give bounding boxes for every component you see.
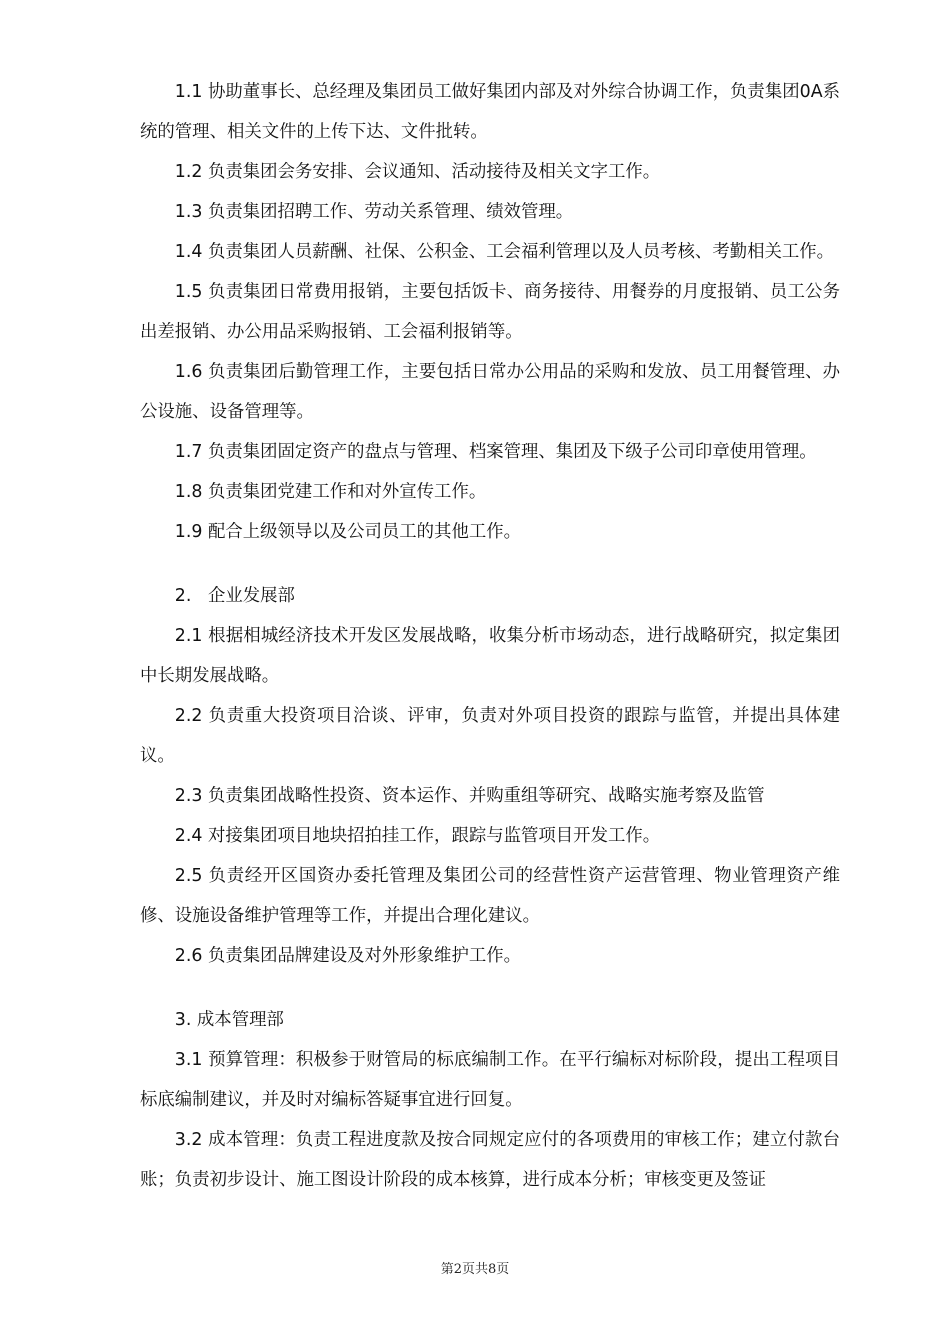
item-2-1: 2.1 根据相城经济技术开发区发展战略，收集分析市场动态，进行战略研究，拟定集团中长期发展战略。 <box>140 626 840 686</box>
item-1-3: 1.3 负责集团招聘工作、劳动关系管理、绩效管理。 <box>174 202 574 222</box>
item-1-7: 1.7 负责集团固定资产的盘点与管理、档案管理、集团及下级子公司印章使用管理。 <box>174 442 817 462</box>
page-number: 第2页共8页 <box>440 1262 510 1277</box>
section-gap <box>140 552 840 576</box>
item-3-1: 3.1 预算管理：积极参于财管局的标底编制工作。在平行编标对标阶段，提出工程项目标底编制建议，并及时对编标答疑事宜进行回复。 <box>140 1050 840 1110</box>
item-1-5: 1.5 负责集团日常费用报销，主要包括饭卡、商务接待、用餐券的月度报销、员工公务出差报销、办公用品采购报销、工会福利报销等。 <box>140 282 840 342</box>
item-2-2: 2.2 负责重大投资项目洽谈、评审，负责对外项目投资的跟踪与监管，并提出具体建议。 <box>140 706 840 766</box>
section-gap <box>140 976 840 1000</box>
item-2-3: 2.3 负责集团战略性投资、资本运作、并购重组等研究、战略实施考察及监管 <box>174 786 765 806</box>
item-1-6: 1.6 负责集团后勤管理工作，主要包括日常办公用品的采购和发放、员工用餐管理、办公设施、设备管理等。 <box>140 362 840 422</box>
item-1-1: 1.1 协助董事长、总经理及集团员工做好集团内部及对外综合协调工作，负责集团0A系统的管理、相关文件的上传下达、文件批转。 <box>140 82 840 142</box>
item-2-4: 2.4 对接集团项目地块招拍挂工作，跟踪与监管项目开发工作。 <box>174 826 661 846</box>
item-1-9: 1.9 配合上级领导以及公司员工的其他工作。 <box>174 522 522 542</box>
item-3-2: 3.2 成本管理：负责工程进度款及按合同规定应付的各项费用的审核工作；建立付款台账；负责初步设计、施工图设计阶段的成本核算，进行成本分析；审核变更及签证 <box>140 1130 840 1190</box>
section-2-heading: 2. 企业发展部 <box>174 586 295 606</box>
item-1-4: 1.4 负责集团人员薪酬、社保、公积金、工会福利管理以及人员考核、考勤相关工作。 <box>174 242 835 262</box>
document-body <box>140 72 840 1200</box>
item-1-8: 1.8 负责集团党建工作和对外宣传工作。 <box>174 482 487 502</box>
item-2-6: 2.6 负责集团品牌建设及对外形象维护工作。 <box>174 946 522 966</box>
section-3-heading: 3. 成本管理部 <box>174 1010 284 1030</box>
item-1-2: 1.2 负责集团会务安排、会议通知、活动接待及相关文字工作。 <box>174 162 661 182</box>
item-2-5: 2.5 负责经开区国资办委托管理及集团公司的经营性资产运营管理、物业管理资产维修、设施设备维护管理等工作，并提出合理化建议。 <box>140 866 840 926</box>
